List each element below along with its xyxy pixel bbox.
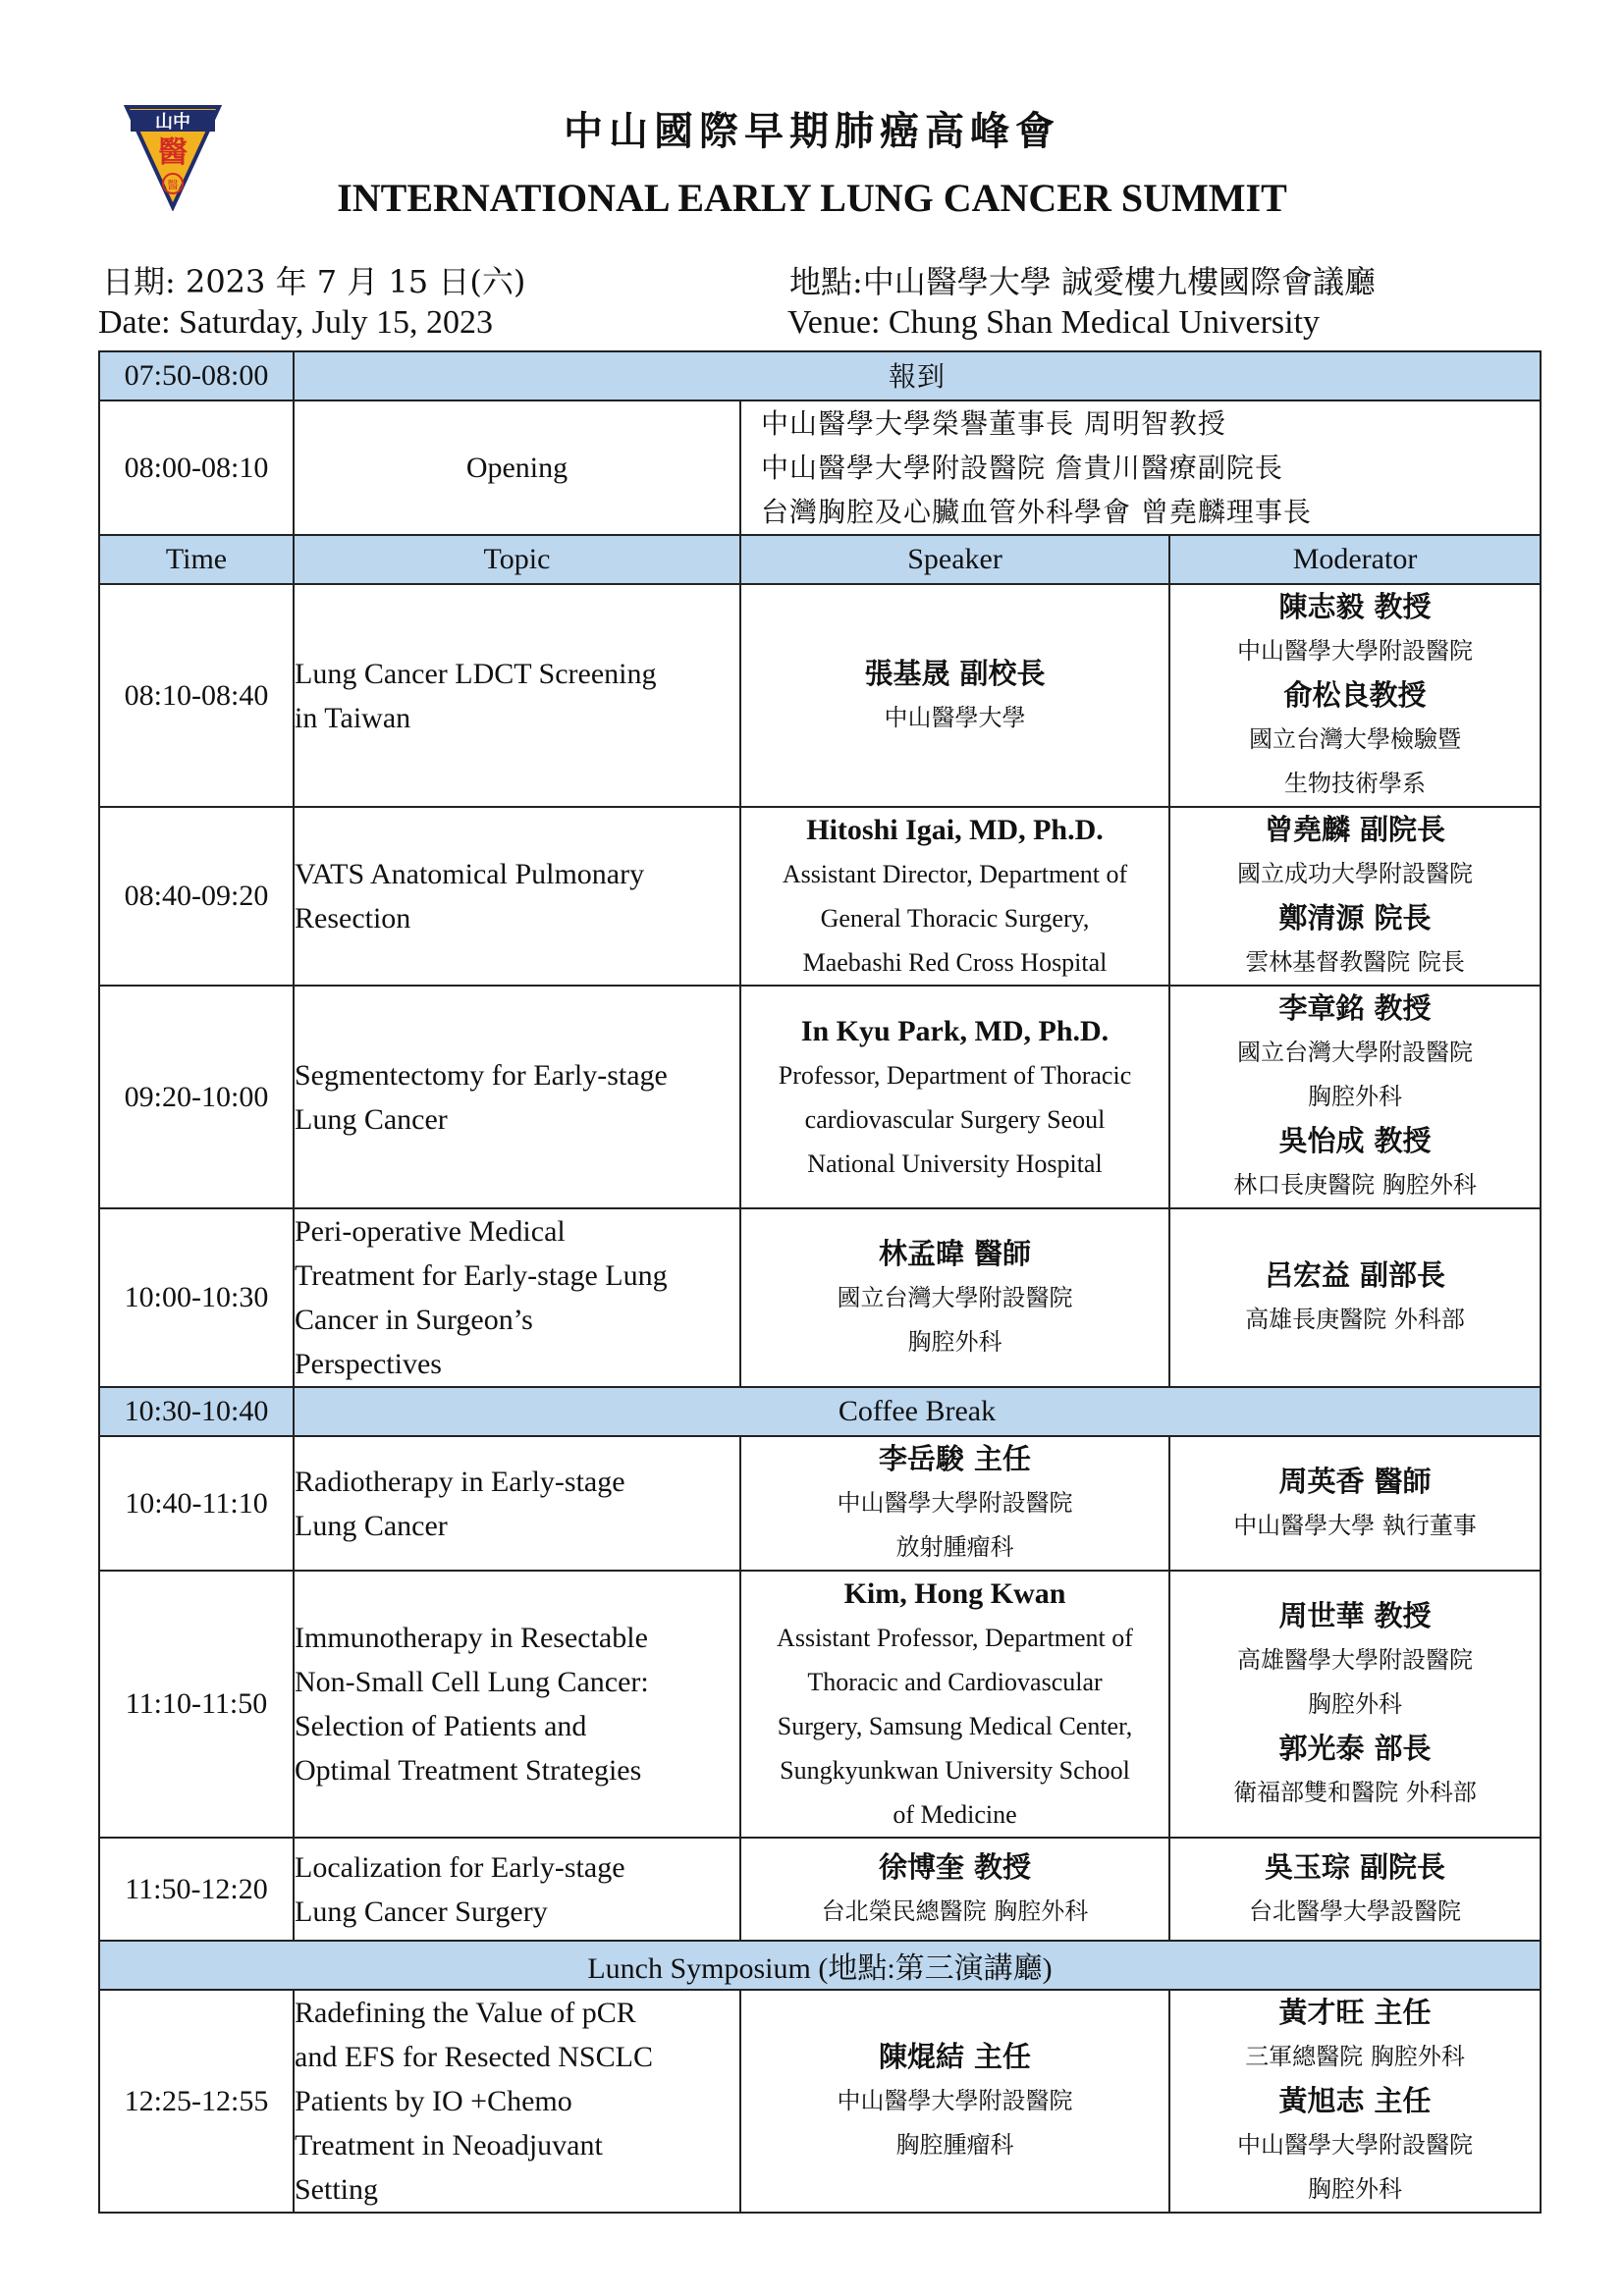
- session-row: [99, 807, 1541, 986]
- topic-line: Non-Small Cell Lung Cancer:: [295, 1666, 649, 1698]
- moderator-line: 國立台灣大學附設醫院: [1237, 1039, 1473, 1066]
- speaker-line: Thoracic and Cardiovascular: [807, 1668, 1103, 1696]
- moderator-line: 三軍總醫院 胸腔外科: [1245, 2043, 1465, 2070]
- session-time: 09:20-10:00: [99, 986, 294, 1208]
- session-speaker: [740, 1571, 1169, 1838]
- speaker-line: In Kyu Park, MD, Ph.D.: [800, 1014, 1110, 1047]
- speaker-line: Sungkyunkwan University School: [780, 1756, 1130, 1785]
- moderator-line: 胸腔外科: [1308, 2175, 1402, 2203]
- column-header-row: [99, 535, 1541, 584]
- speaker-line: Assistant Professor, Department of: [777, 1624, 1133, 1652]
- session-speaker: [740, 1436, 1169, 1571]
- speaker-line: Professor, Department of Thoracic: [778, 1060, 1132, 1090]
- topic-line: Radiotherapy in Early-stage: [295, 1465, 625, 1498]
- session-time: 08:10-08:40: [99, 584, 294, 807]
- speaker-line: 張基晟 副校長: [864, 656, 1046, 690]
- speaker-line: 胸腔外科: [907, 1327, 1002, 1356]
- moderator-line: 中山醫學大學附設醫院: [1237, 2131, 1473, 2159]
- moderator-line: 黃旭志 主任: [1278, 2084, 1432, 2117]
- session-topic: [294, 1571, 740, 1838]
- speaker-line: of Medicine: [893, 1800, 1017, 1829]
- registration-time: 07:50-08:00: [99, 351, 294, 400]
- session-speaker: [740, 807, 1169, 986]
- session-speaker: [740, 1208, 1169, 1387]
- opening-speaker-line: 台灣胸腔及心臟血管外科學會 曾堯麟理事長: [761, 496, 1312, 528]
- moderator-line: 陳志毅 教授: [1278, 590, 1432, 623]
- topic-line: Patients by IO +Chemo: [295, 2085, 572, 2117]
- session-topic: [294, 986, 740, 1208]
- topic-line: Immunotherapy in Resectable: [295, 1622, 648, 1654]
- speaker-line: 中山醫學大學附設醫院: [837, 2087, 1073, 2114]
- session-row: [99, 1436, 1541, 1571]
- registration-row: [99, 351, 1541, 400]
- topic-line: Segmentectomy for Early-stage: [295, 1058, 668, 1092]
- topic-line: Radefining the Value of pCR: [295, 1997, 636, 2029]
- moderator-line: 周英香 醫師: [1278, 1464, 1432, 1498]
- topic-line: VATS Anatomical Pulmonary: [295, 858, 645, 890]
- session-speaker: [740, 986, 1169, 1208]
- moderator-line: 郭光泰 部長: [1278, 1731, 1432, 1765]
- column-header-speaker: Speaker: [740, 535, 1169, 584]
- moderator-line: 呂宏益 副部長: [1264, 1258, 1446, 1292]
- lunch-row-label: Lunch Symposium (地點:第三演講廳): [99, 1941, 1541, 1990]
- column-header-topic: Topic: [294, 535, 740, 584]
- session-speaker: [740, 1990, 1169, 2213]
- session-moderator: [1169, 1990, 1541, 2213]
- date-english: Date: Saturday, July 15, 2023: [98, 304, 493, 341]
- logo-text-top: 山中: [155, 112, 190, 133]
- speaker-line: 胸腔腫瘤科: [895, 2131, 1014, 2159]
- opening-speaker-line: 中山醫學大學附設醫院 詹貴川醫療副院長: [761, 452, 1283, 484]
- opening-topic: Opening: [294, 400, 740, 535]
- topic-line: in Taiwan: [295, 701, 411, 734]
- coffee-break-row-time: 10:30-10:40: [99, 1387, 294, 1436]
- moderator-line: 胸腔外科: [1308, 1083, 1402, 1110]
- moderator-line: 高雄醫學大學附設醫院: [1237, 1645, 1473, 1674]
- topic-line: Lung Cancer Surgery: [295, 1895, 548, 1928]
- title-chinese: 中山國際早期肺癌高峰會: [564, 108, 1060, 154]
- moderator-line: 黃才旺 主任: [1278, 1996, 1432, 2029]
- coffee-break-row-label: Coffee Break: [294, 1387, 1541, 1436]
- session-speaker: [740, 584, 1169, 807]
- topic-line: Resection: [295, 902, 411, 934]
- opening-speakers: [740, 400, 1541, 535]
- session-moderator: [1169, 1436, 1541, 1571]
- session-time: 12:25-12:55: [99, 1990, 294, 2213]
- title-english: INTERNATIONAL EARLY LUNG CANCER SUMMIT: [337, 176, 1287, 220]
- opening-row: [99, 400, 1541, 535]
- column-header-moderator: Moderator: [1169, 535, 1541, 584]
- session-topic: [294, 1838, 740, 1941]
- speaker-line: 台北榮民總醫院 胸腔外科: [821, 1896, 1089, 1925]
- session-topic: [294, 1990, 740, 2213]
- speaker-line: Assistant Director, Department of: [782, 860, 1128, 888]
- moderator-line: 衛福部雙和醫院 外科部: [1233, 1778, 1477, 1806]
- topic-line: Lung Cancer LDCT Screening: [295, 657, 657, 690]
- session-topic: [294, 1436, 740, 1571]
- speaker-line: Maebashi Red Cross Hospital: [802, 948, 1108, 977]
- moderator-line: 國立成功大學附設醫院: [1237, 860, 1473, 887]
- session-row: [99, 986, 1541, 1208]
- moderator-line: 生物技術學系: [1284, 770, 1426, 797]
- session-time: 11:10-11:50: [99, 1571, 294, 1838]
- topic-line: Treatment in Neoadjuvant: [295, 2129, 603, 2162]
- topic-line: Cancer in Surgeon’s: [295, 1304, 533, 1336]
- moderator-line: 曾堯麟 副院長: [1264, 813, 1446, 846]
- topic-line: Treatment for Early-stage Lung: [295, 1259, 668, 1292]
- session-row: [99, 1571, 1541, 1838]
- moderator-line: 李章銘 教授: [1278, 991, 1432, 1025]
- session-moderator: [1169, 807, 1541, 986]
- session-time: 10:40-11:10: [99, 1436, 294, 1571]
- opening-time: 08:00-08:10: [99, 400, 294, 535]
- topic-line: Peri-operative Medical: [295, 1215, 566, 1248]
- session-moderator: [1169, 986, 1541, 1208]
- topic-line: Selection of Patients and: [295, 1710, 587, 1742]
- moderator-line: 胸腔外科: [1308, 1689, 1402, 1718]
- logo-text-mid: 醫: [158, 135, 188, 170]
- moderator-line: 雲林基督教醫院 院長: [1245, 948, 1465, 976]
- topic-line: Perspectives: [295, 1348, 442, 1380]
- session-moderator: [1169, 1838, 1541, 1941]
- session-time: 10:00-10:30: [99, 1208, 294, 1387]
- speaker-line: 李岳駿 主任: [878, 1442, 1032, 1475]
- session-topic: [294, 584, 740, 807]
- moderator-line: 國立台灣大學檢驗暨: [1249, 725, 1461, 753]
- speaker-line: 中山醫學大學: [884, 703, 1026, 731]
- speaker-line: Hitoshi Igai, MD, Ph.D.: [806, 814, 1104, 846]
- venue-chinese: 地點:中山醫學大學 誠愛樓九樓國際會議廳: [789, 263, 1376, 300]
- session-moderator: [1169, 1208, 1541, 1387]
- topic-line: Lung Cancer: [295, 1509, 448, 1542]
- column-header-time: Time: [99, 535, 294, 584]
- moderator-line: 高雄長庚醫院 外科部: [1245, 1306, 1465, 1333]
- opening-speaker-line: 中山醫學大學榮譽董事長 周明智教授: [761, 407, 1226, 440]
- venue-english: Venue: Chung Shan Medical University: [787, 304, 1321, 341]
- session-moderator: [1169, 1571, 1541, 1838]
- speaker-line: cardiovascular Surgery Seoul: [804, 1104, 1106, 1134]
- topic-line: and EFS for Resected NSCLC: [295, 2041, 653, 2073]
- moderator-line: 中山醫學大學附設醫院: [1237, 637, 1473, 665]
- speaker-line: 陳焜結 主任: [878, 2040, 1032, 2073]
- moderator-line: 林口長庚醫院 胸腔外科: [1233, 1171, 1477, 1199]
- speaker-line: 放射腫瘤科: [895, 1533, 1014, 1561]
- registration-label: 報到: [294, 351, 1541, 400]
- session-speaker: [740, 1838, 1169, 1941]
- moderator-line: 吳玉琮 副院長: [1264, 1849, 1446, 1884]
- session-topic: [294, 1208, 740, 1387]
- moderator-line: 鄭清源 院長: [1278, 901, 1432, 934]
- coffee-break-row: [99, 1387, 1541, 1436]
- speaker-line: 中山醫學大學附設醫院: [837, 1489, 1073, 1517]
- topic-line: Setting: [295, 2173, 379, 2206]
- speaker-line: 國立台灣大學附設醫院: [837, 1283, 1073, 1311]
- session-row: [99, 584, 1541, 807]
- moderator-line: 俞松良教授: [1283, 678, 1427, 712]
- session-moderator: [1169, 584, 1541, 807]
- speaker-line: 徐博奎 教授: [878, 1849, 1032, 1884]
- moderator-line: 周世華 教授: [1278, 1598, 1432, 1632]
- speaker-line: Surgery, Samsung Medical Center,: [777, 1712, 1133, 1740]
- speaker-line: General Thoracic Surgery,: [820, 904, 1090, 933]
- speaker-line: Kim, Hong Kwan: [843, 1577, 1066, 1610]
- logo-text-bottom: 醫: [167, 179, 179, 191]
- session-time: 11:50-12:20: [99, 1838, 294, 1941]
- session-row: [99, 1208, 1541, 1387]
- lunch-row: [99, 1941, 1541, 1990]
- topic-line: Optimal Treatment Strategies: [295, 1754, 642, 1787]
- session-time: 08:40-09:20: [99, 807, 294, 986]
- session-topic: [294, 807, 740, 986]
- moderator-line: 台北醫學大學設醫院: [1249, 1896, 1461, 1925]
- topic-line: Localization for Early-stage: [295, 1850, 625, 1884]
- session-row: [99, 1990, 1541, 2213]
- moderator-line: 中山醫學大學 執行董事: [1233, 1511, 1477, 1539]
- moderator-line: 吳怡成 教授: [1278, 1124, 1432, 1157]
- speaker-line: 林孟暐 醫師: [878, 1236, 1032, 1270]
- date-chinese: 日期: 2023 年 7 月 15 日(六): [102, 263, 526, 300]
- speaker-line: National University Hospital: [807, 1148, 1103, 1178]
- session-row: [99, 1838, 1541, 1941]
- schedule-table: [98, 350, 1542, 2214]
- topic-line: Lung Cancer: [295, 1102, 448, 1136]
